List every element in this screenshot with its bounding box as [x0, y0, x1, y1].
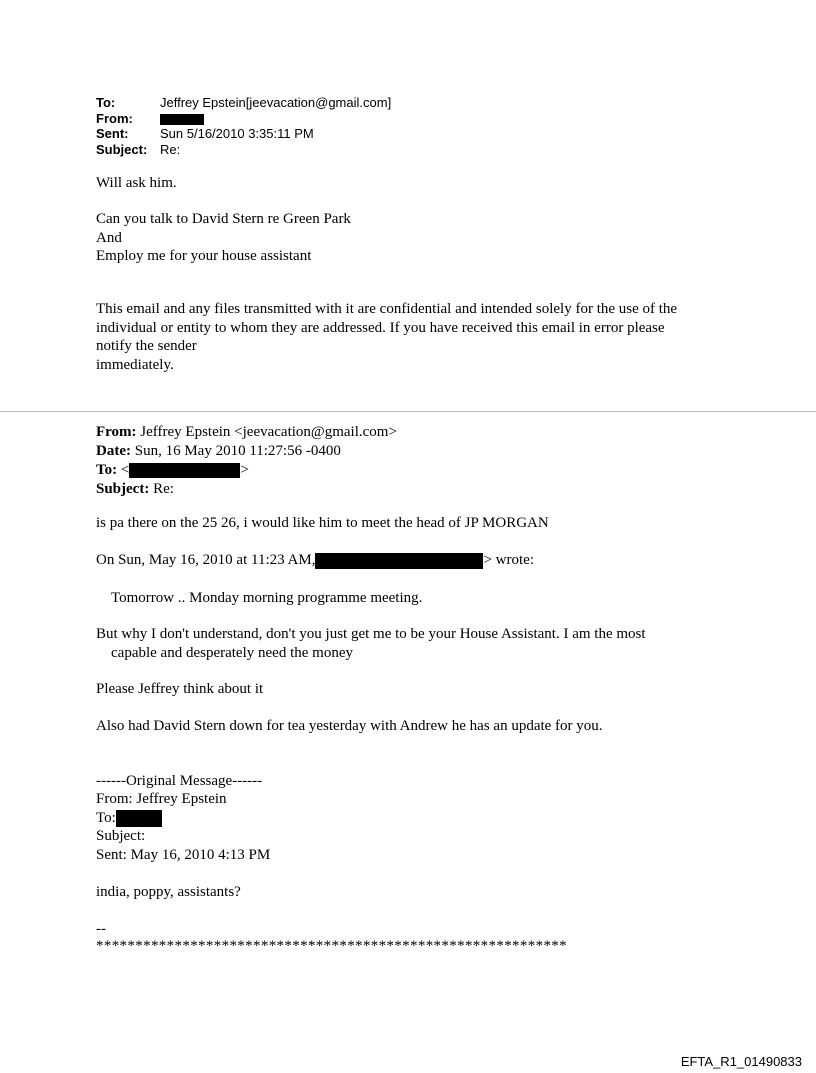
original-to-label: To: [96, 810, 116, 826]
redaction-block [129, 463, 240, 478]
wrote-prefix: On Sun, May 16, 2010 at 11:23 AM, [96, 552, 316, 568]
email1-body-line: Employ me for your house assistant [96, 248, 312, 264]
email2-date-row [96, 442, 397, 461]
date-label: Date: [96, 443, 131, 459]
to-label: To: [96, 95, 116, 110]
email1-header [96, 95, 696, 157]
disclaimer-line: notify the sender [96, 338, 197, 354]
from-label: From: [96, 110, 133, 126]
email2-subject-row [96, 480, 397, 499]
to-label: To: [96, 462, 118, 478]
subject-value: Re: [153, 481, 174, 497]
subject-label: Subject: [96, 141, 148, 157]
email2-from-row [96, 423, 397, 442]
quoted-line: But why I don't understand, don't you just get me to be your House Assistant. I am the most [96, 626, 646, 642]
redaction-block [315, 553, 483, 569]
original-message-marker: ------Original Message------ [96, 773, 263, 789]
email1-subject-row [96, 142, 696, 158]
original-sent: Sent: May 16, 2010 4:13 PM [96, 847, 271, 863]
asterisk-separator: ************************************************************ [96, 938, 567, 954]
redaction-block [116, 810, 162, 827]
original-body: india, poppy, assistants? [96, 884, 241, 900]
email1-to-row [96, 95, 696, 111]
original-subject: Subject: [96, 828, 146, 844]
disclaimer-line: This email and any files transmitted with it are confidential and intended solely for the use of the [96, 301, 678, 317]
quoted-line: Please Jeffrey think about it [96, 681, 264, 697]
wrote-line [96, 551, 534, 570]
redaction-block [160, 114, 204, 125]
email2-body-line: is pa there on the 25 26, i would like him to meet the head of JP MORGAN [96, 515, 549, 531]
quoted-line: Also had David Stern down for tea yesterday with Andrew he has an update for you. [96, 718, 603, 734]
wrote-suffix: > wrote: [483, 552, 534, 568]
date-value: Sun, 16 May 2010 11:27:56 -0400 [134, 443, 341, 459]
original-to-row [96, 809, 162, 828]
subject-value: Re: [160, 141, 181, 157]
quoted-line: capable and desperately need the money [111, 645, 353, 661]
to-close-bracket: > [240, 462, 249, 478]
email1-body-line: Will ask him. [96, 175, 177, 191]
email1-body-line: And [96, 230, 122, 246]
email1-body-line: Can you talk to David Stern re Green Park [96, 211, 351, 227]
to-value: Jeffrey Epstein[jeevacation@gmail.com] [160, 95, 392, 110]
subject-label: Subject: [96, 481, 150, 497]
from-label: From: [96, 424, 137, 440]
email2-header [96, 423, 397, 499]
section-divider [0, 411, 816, 412]
to-open-bracket: < [120, 462, 130, 478]
sent-value: Sun 5/16/2010 3:35:11 PM [160, 126, 314, 141]
email1-sent-row [96, 126, 696, 142]
signature-dash: -- [96, 921, 106, 937]
document-id: EFTA_R1_01490833 [680, 1054, 802, 1069]
email1-from-row [96, 111, 696, 127]
email2-to-row [96, 461, 397, 480]
disclaimer-line: immediately. [96, 357, 174, 373]
disclaimer-line: individual or entity to whom they are addressed. If you have received this email in error please [96, 320, 665, 336]
original-from: From: Jeffrey Epstein [96, 791, 227, 807]
quoted-line: Tomorrow .. Monday morning programme meeting. [111, 590, 423, 606]
sent-label: Sent: [96, 126, 129, 141]
from-value: Jeffrey Epstein <jeevacation@gmail.com> [140, 424, 397, 440]
